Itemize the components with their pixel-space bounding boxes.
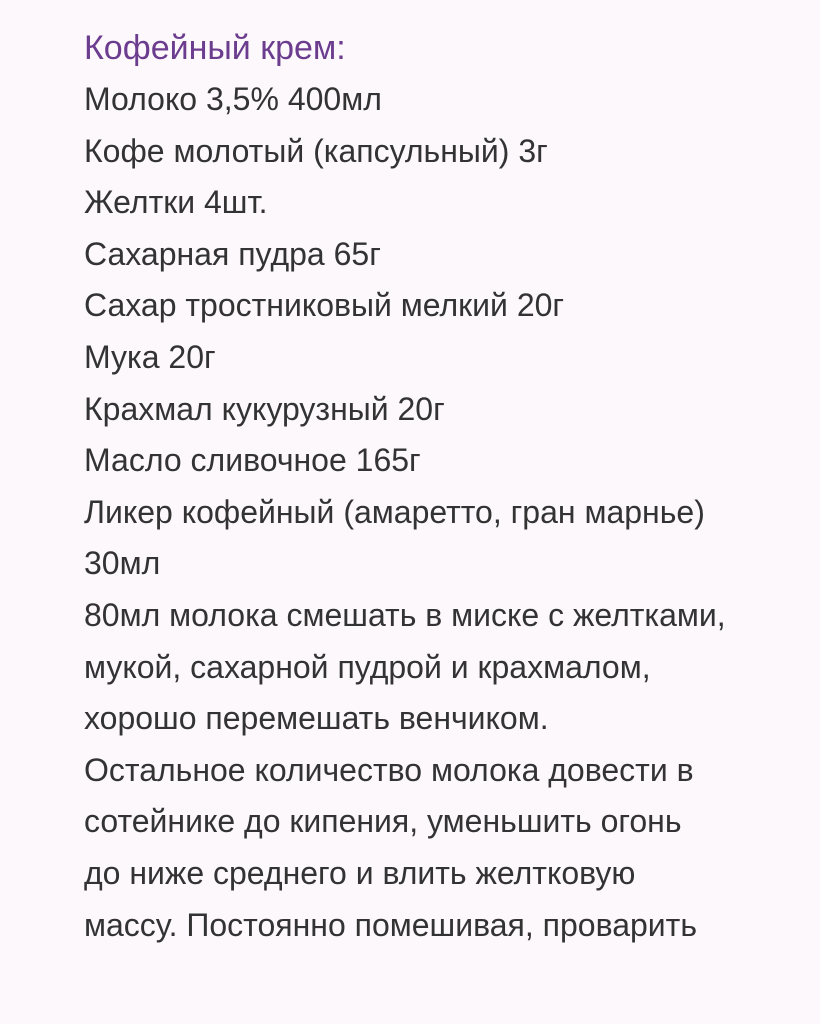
instruction-line: мукой, сахарной пудрой и крахмалом, — [84, 648, 651, 685]
ingredient-line: Сахарная пудра 65г — [84, 235, 381, 272]
ingredient-line: Крахмал кукурузный 20г — [84, 390, 445, 427]
instruction-line: до ниже среднего и влить желтковую — [84, 854, 636, 891]
instruction-line: хорошо перемешать венчиком. — [84, 700, 549, 737]
ingredient-line: Сахар тростниковый мелкий 20г — [84, 287, 565, 324]
instruction-line: сотейнике до кипения, уменьшить огонь — [84, 803, 682, 840]
ingredient-line: Масло сливочное 165г — [84, 442, 421, 479]
ingredient-line: 30мл — [84, 545, 161, 582]
ingredient-line: Мука 20г — [84, 338, 216, 375]
ingredient-line: Кофе молотый (капсульный) 3г — [84, 132, 548, 169]
instruction-line: 80мл молока смешать в миске с желтками, — [84, 596, 726, 633]
instruction-line: массу. Постоянно помешивая, проварить — [84, 906, 697, 943]
ingredient-line: Желтки 4шт. — [84, 184, 268, 221]
instructions-text — [84, 590, 790, 951]
ingredient-line: Ликер кофейный (амаретто, гран марнье) — [84, 493, 705, 530]
instruction-line: Остальное количество молока довести в — [84, 751, 694, 788]
recipe-title: Кофейный крем: — [84, 29, 346, 67]
ingredients-list — [84, 74, 790, 590]
ingredient-line: Молоко 3,5% 400мл — [84, 81, 382, 117]
